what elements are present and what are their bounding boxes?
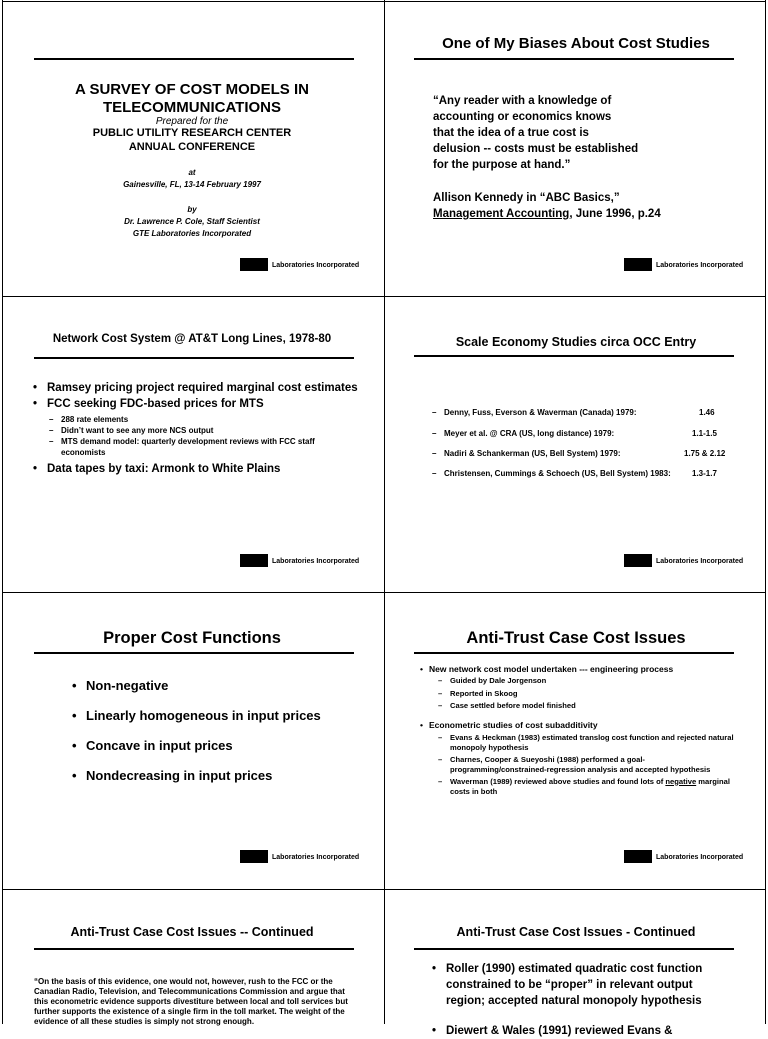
slide-heading: Anti-Trust Case Cost Issues -- Continued — [70, 925, 314, 939]
slide-heading-rule — [34, 357, 354, 359]
slide-heading-rule — [414, 652, 734, 654]
footer-label: Laboratories Incorporated — [272, 262, 360, 269]
bullet-list — [33, 380, 363, 477]
company-logo — [240, 258, 268, 271]
sub-bullet-item: – Evans & Heckman (1983) estimated translog cost function and rejected natural monopoly hypothesis — [438, 733, 738, 753]
prepared-for: Prepared for the — [155, 116, 229, 127]
sub-bullet-list — [420, 733, 738, 797]
company-logo — [624, 850, 652, 863]
slide-heading-rule — [414, 58, 734, 60]
sub-bullet-item: – Didn’t want to see any more NCS output — [49, 425, 363, 436]
company-logo — [240, 554, 268, 567]
by-label: by — [187, 205, 197, 214]
emphasis-negative: negative — [665, 776, 697, 786]
event-place-date: Gainesville, FL, 13-14 February 1997 — [123, 180, 261, 189]
quote-line: delusion -- costs must be established — [433, 143, 639, 155]
footer-label: Laboratories Incorporated — [272, 558, 360, 565]
sub-bullet-list — [33, 414, 363, 458]
study-name: – Meyer et al. @ CRA (US, long distance) 1979: — [432, 429, 614, 438]
quote-block — [433, 93, 638, 173]
sub-bullet-item: – Charnes, Cooper & Sueyoshi (1988) performed a goal-programming/constrained-regression analysis and accepted hypothesis — [438, 755, 738, 775]
citation-source-line — [433, 206, 661, 222]
bullet-list — [432, 961, 732, 1039]
company-logo — [624, 554, 652, 567]
slide-heading-rule — [414, 948, 734, 950]
footer-label: Laboratories Incorporated — [656, 558, 744, 565]
study-row — [432, 429, 738, 449]
company-logo — [240, 850, 268, 863]
slide-heading: Proper Cost Functions — [103, 629, 281, 647]
presentation-title-line1: A SURVEY OF COST MODELS IN — [75, 81, 309, 98]
slide-heading: Anti-Trust Case Cost Issues - Continued — [456, 925, 696, 939]
company-logo — [624, 258, 652, 271]
bullet-item: • Non-negative — [72, 678, 321, 708]
author-affiliation: GTE Laboratories Incorporated — [132, 229, 252, 238]
at-label: at — [188, 168, 196, 177]
quote-line: that the idea of a true cost is — [433, 127, 589, 139]
slide-heading: Scale Economy Studies circa OCC Entry — [455, 335, 697, 349]
slide-heading-rule — [34, 948, 354, 950]
bullet-list — [420, 663, 738, 797]
slide-biases — [384, 0, 768, 296]
studies-table — [432, 408, 738, 489]
study-name: – Denny, Fuss, Everson & Waverman (Canada) 1979: — [432, 408, 637, 417]
sub-bullet-item: – Guided by Dale Jorgenson — [438, 675, 738, 688]
org-line1: PUBLIC UTILITY RESEARCH CENTER — [92, 127, 292, 139]
citation-author: Allison Kennedy in “ABC Basics,” — [433, 192, 620, 204]
study-value: 1.3-1.7 — [692, 469, 717, 478]
bullet-item: • Ramsey pricing project required marginal cost estimates — [33, 380, 363, 396]
sub-bullet-list — [420, 675, 738, 713]
slide-scale-economy — [384, 296, 768, 592]
sub-bullet-item: – 288 rate elements — [49, 414, 363, 425]
quote-line: for the purpose at hand.” — [433, 159, 571, 171]
study-row — [432, 408, 738, 429]
citation-journal: Management Accounting — [433, 208, 570, 220]
bullet-item: • Data tapes by taxi: Armonk to White Plains — [33, 461, 363, 477]
study-value: 1.75 & 2.12 — [684, 449, 726, 458]
bullet-item: • FCC seeking FDC-based prices for MTS — [33, 396, 363, 412]
slide-title — [0, 0, 384, 296]
slide-heading-rule — [414, 355, 734, 357]
study-row — [432, 449, 738, 469]
slide-proper-cost-functions — [0, 592, 384, 888]
sub-bullet-text: marginal costs in both — [450, 776, 730, 796]
quote-line: accounting or economics knows — [433, 111, 612, 123]
bullet-item: • Linearly homogeneous in input prices — [72, 708, 321, 738]
org-line2: ANNUAL CONFERENCE — [128, 141, 256, 153]
bullet-item: • Econometric studies of cost subadditivity — [420, 719, 738, 731]
bullet-item: • New network cost model undertaken --- engineering process — [420, 663, 738, 675]
citation-date: , June 1996, p.24 — [569, 208, 661, 220]
sub-bullet-item: – Case settled before model finished — [438, 700, 738, 713]
presentation-title-line2: TELECOMMUNICATIONS — [102, 99, 282, 116]
sub-bullet-item: – Reported in Skoog — [438, 688, 738, 701]
author-name: Dr. Lawrence P. Cole, Staff Scientist — [124, 217, 260, 226]
slide-title-rule — [34, 58, 354, 60]
slide-anti-trust-continued-2 — [384, 889, 768, 1037]
study-value: 1.1-1.5 — [692, 429, 717, 438]
slide-heading: Anti-Trust Case Cost Issues — [466, 629, 686, 647]
bullet-item: • Roller (1990) estimated quadratic cost function constrained to be “proper” in relevant output region; accepted natural monopoly hypothesis — [432, 961, 732, 1009]
study-name: – Christensen, Cummings & Schoech (US, Bell System) 1983: — [432, 469, 671, 478]
footer-label: Laboratories Incorporated — [656, 854, 744, 861]
study-value: 1.46 — [699, 408, 715, 417]
citation-block — [433, 190, 661, 222]
bullet-item: • Diewert & Wales (1991) reviewed Evans & — [432, 1023, 732, 1039]
quote-paragraph: “On the basis of this evidence, one would not, however, rush to the FCC or the Canadian Radio, Television, and Telecommunications Commission and argue that this econometric evidence supports divestiture between local and toll services but further supports the existence of a single firm in the toll market. The weight of the evidence of all these studies is simply not strong enough. — [34, 977, 348, 1026]
quote-line: “Any reader with a knowledge of — [433, 95, 612, 107]
bullet-item: • Nondecreasing in input prices — [72, 768, 321, 798]
footer-label: Laboratories Incorporated — [272, 854, 360, 861]
sub-bullet-item: – MTS demand model: quarterly development reviews with FCC staff economists — [49, 436, 363, 458]
footer-label: Laboratories Incorporated — [656, 262, 744, 269]
bullet-list — [72, 678, 321, 798]
slide-heading-rule — [34, 652, 354, 654]
slide-anti-trust — [384, 592, 768, 888]
bullet-item: • Concave in input prices — [72, 738, 321, 768]
slide-network-cost-system — [0, 296, 384, 592]
sub-bullet-item — [438, 777, 738, 797]
slide-anti-trust-continued — [0, 889, 384, 1024]
slide-heading: Network Cost System @ AT&T Long Lines, 1978-80 — [52, 333, 332, 345]
slide-heading: One of My Biases About Cost Studies — [442, 35, 710, 52]
study-name: – Nadiri & Schankerman (US, Bell System) 1979: — [432, 449, 621, 458]
sub-bullet-text: Waverman (1989) reviewed above studies and found lots of — [450, 776, 666, 786]
study-row — [432, 469, 738, 489]
